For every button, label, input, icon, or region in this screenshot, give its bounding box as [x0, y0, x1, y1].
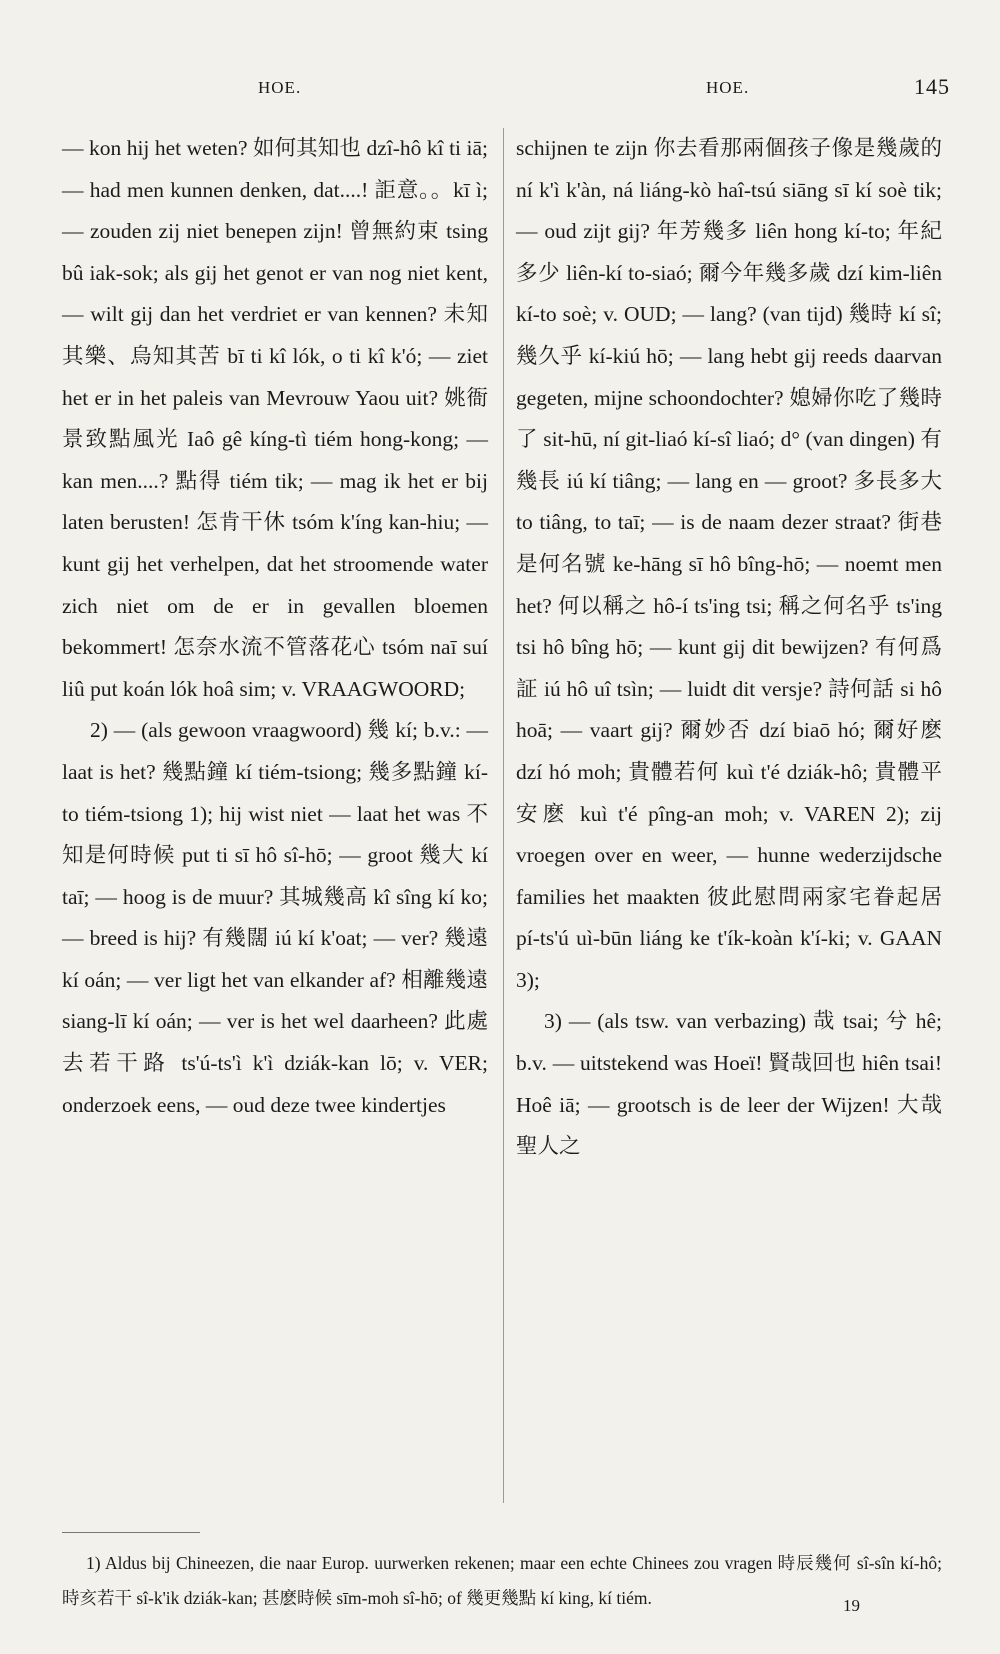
right-paragraph-2: 3) — (als tsw. van verbazing) 哉 tsai; 兮 hê; b.v. — uitstekend was Hoeï! 賢哉回也 hiên tsai! Hoê iā; — grootsch is de leer der Wijzen! 大哉聖人之: [516, 1009, 942, 1159]
right-paragraph-1: schijnen te zijn 你去看那兩個孩子像是幾歲的 ní k'ì k'àn, ná liáng-kò haî-tsú siāng sī kí soè tik; — oud zijt gij? 年芳幾多 liên hong kí-to; 年紀多少 liên-kí to-siaó; 爾今年幾多歲 dzí kim-liên kí-to soè; v. OUD; — lang? (van tijd) 幾時 kí sî; 幾久乎 kí-kiú hō; — lang hebt gij reeds daarvan gegeten, mijne schoondochter? 媳婦你吃了幾時了 sit-hū, ní git-liaó kí-sî liaó; d° (van dingen) 有幾長 iú kí tiâng; — lang en — groot? 多長多大 to tiâng, to taī; — is de naam dezer straat? 街巷是何名號 ke-hāng sī hô bîng-hō; — noemt men het? 何以稱之 hô-í ts'ing tsi; 稱之何名乎 ts'ing tsi hô bîng hō; — kunt gij dit bewijzen? 有何爲証 iú hô uî tsìn; — luidt dit versje? 詩何話 si hô hoā; — vaart gij? 爾妙否 dzí biaō hó; 爾好麽 dzí hó moh; 貴體若何 kuì t'é dziák-hô; 貴體平安麽 kuì t'é pîng-an moh; v. VAREN 2); zij vroegen over en weer, — hunne wederzijdsche families het maakten 彼此慰問兩家宅眷起居 pí-ts'ú uì-būn liáng ke t'ík-koàn k'í-ki; v. GAAN 3);: [516, 136, 942, 992]
page-number: 145: [914, 74, 950, 99]
footnote-text: 1) Aldus bij Chineezen, die naar Europ. uurwerken rekenen; maar een echte Chinees zou vragen 時辰幾何 sî-sîn kí-hô; 時亥若干 sî-k'ik dziák-kan; 甚麽時候 sīm-moh sî-hō; of 幾更幾點 kí king, kí tiém.: [62, 1553, 942, 1608]
column-divider: [503, 128, 504, 1503]
left-paragraph-2: 2) — (als gewoon vraagwoord) 幾 kí; b.v.: — laat is het? 幾點鐘 kí tiém-tsiong; 幾多點鐘 kí-to tiém-tsiong 1); hij wist niet — laat het was 不知是何時候 put ti sī hô sî-hō; — groot 幾大 kí taī; — hoog is de muur? 其城幾高 kî sîng kí ko; — breed is hij? 有幾闊 iú kí k'oat; — ver? 幾遠 kí oán; — ver ligt het van elkander af? 相離幾遠 siang-lī kí oán; — ver is het wel daarheen? 此處去若干路 ts'ú-ts'ì k'ì dziák-kan lō; v. VER; onderzoek eens, — oud deze twee kindertjes: [62, 718, 488, 1117]
running-head-left: HOE.: [258, 78, 302, 97]
right-column: [516, 128, 942, 1168]
left-paragraph-1: — kon hij het weten? 如何其知也 dzî-hô kî ti iā; — had men kunnen denken, dat....! 詎意。。kī ì; — zouden zij niet benepen zijn! 曾無約束 tsing bû iak-sok; als gij het genot er van nog niet kent, — wilt gij dan het verdriet er van kennen? 未知其樂、烏知其苦 bī ti kî lók, o ti kî k'ó; — ziet het er in het paleis van Mevrouw Yaou uit? 姚衙景致點風光 Iaô gê kíng-tì tiém hong-kong; — kan men....? 點得 tiém tik; — mag ik het er bij laten berusten! 怎肯干休 tsóm k'íng kan-hiu; — kunt gij het verhelpen, dat het stroomende water zich niet om de er in gevallen bloemen bekommert! 怎奈水流不管落花心 tsóm naī suí liû put koán lók hoâ sim; v. VRAAGWOORD;: [62, 136, 488, 701]
footnote: [62, 1546, 942, 1616]
signature-mark: 19: [843, 1596, 860, 1615]
running-head-right: HOE.: [706, 78, 750, 97]
left-column: [62, 128, 488, 1126]
footnote-rule: [62, 1532, 200, 1533]
